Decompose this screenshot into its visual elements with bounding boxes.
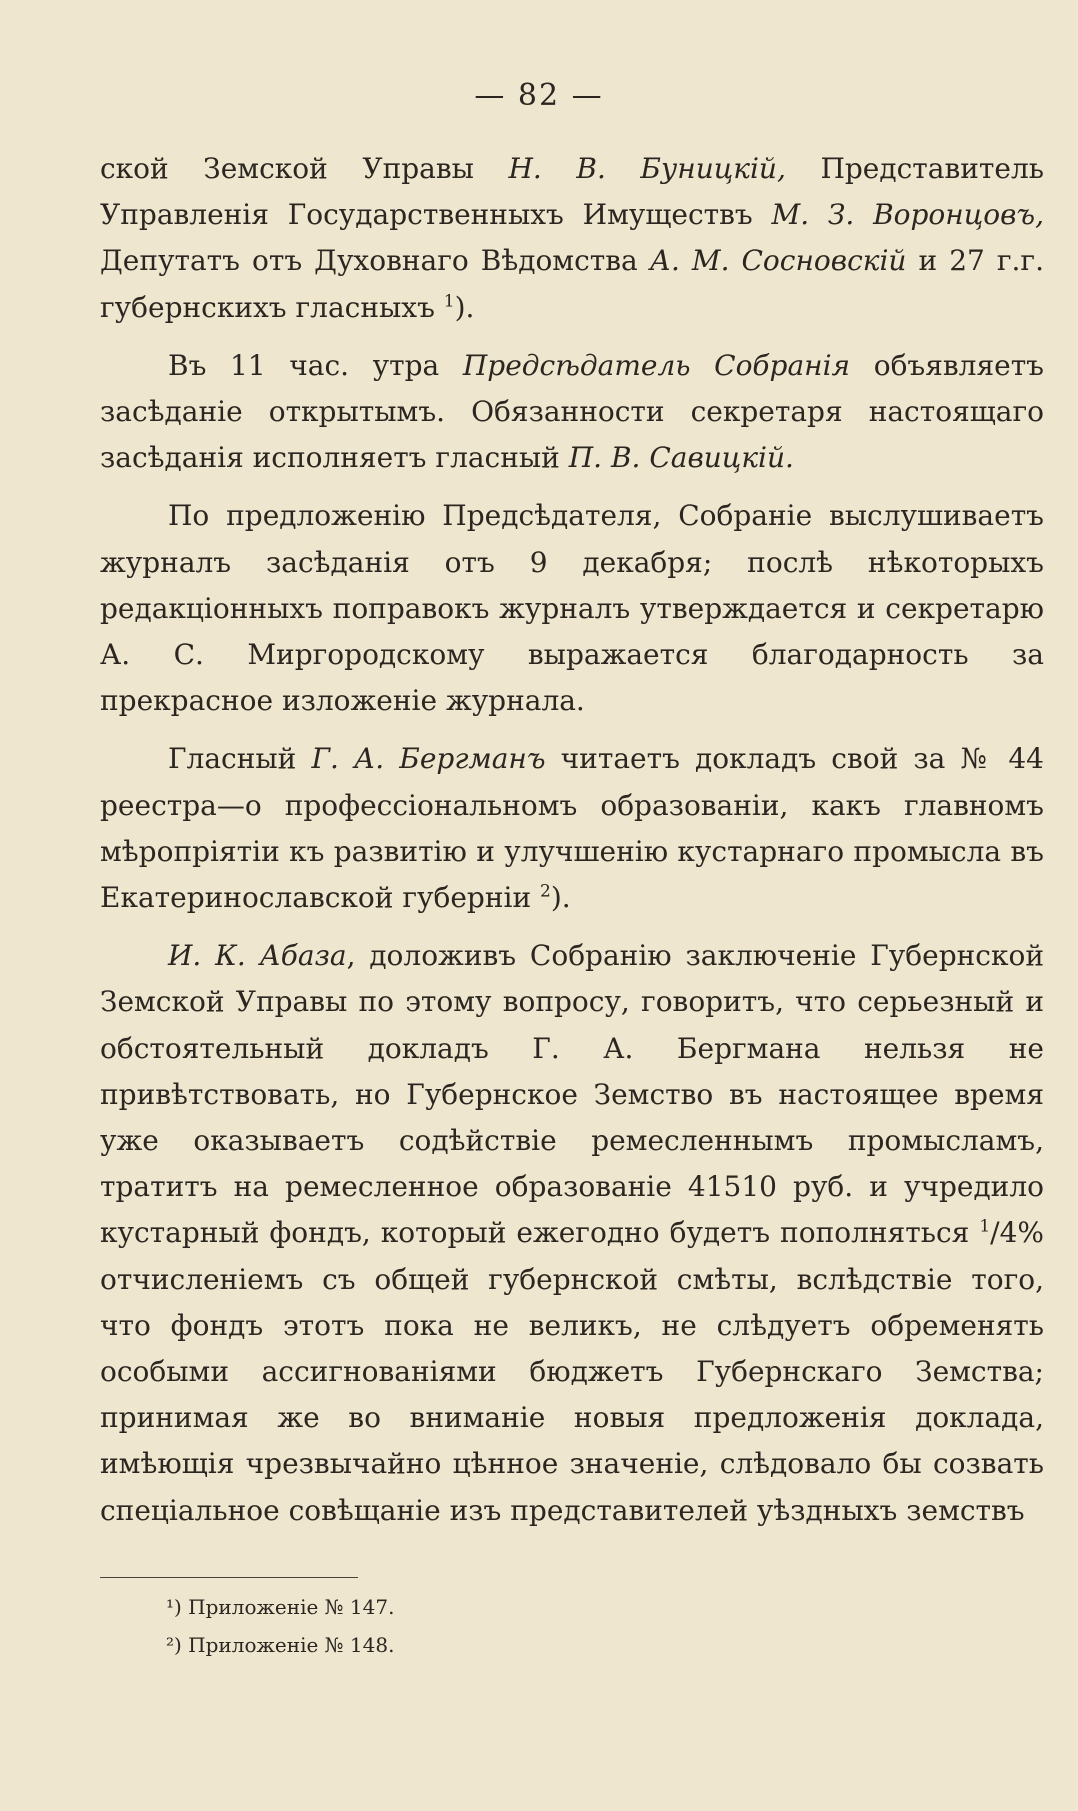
italic-name: М. З. Воронцовъ, bbox=[771, 198, 1044, 232]
text-span: и 27 г.г. губернскихъ гласныхъ bbox=[100, 244, 1044, 324]
text-span: Депутатъ отъ Духовнаго Вѣдомства bbox=[100, 244, 650, 278]
text-span: ). bbox=[550, 881, 571, 915]
footnote-2: ²) Приложеніе № 148. bbox=[166, 1633, 395, 1657]
text-span: , доложивъ Собранію заключеніе Губернской Земской Управы по этому вопросу, говоритъ, что серьезный и обстоятельный докладъ Г. А. Бергмана нельзя не привѣтствовать, но Губернское Земство въ настоящее время уже оказываетъ содѣйствіе ремесленнымъ промысламъ, тратитъ на ремесленное образованіе 41510 руб. и учредило кустарный фондъ, который ежегодно будетъ пополняться bbox=[100, 939, 1044, 1250]
text-span: Представитель Управленія Государственныхъ Имуществъ bbox=[100, 152, 1044, 232]
footnote-divider bbox=[100, 1577, 358, 1578]
paragraph-3 bbox=[100, 493, 1044, 724]
italic-name: И. К. Абаза bbox=[168, 939, 347, 973]
paragraph-5 bbox=[100, 933, 1044, 1534]
footnote-ref: 1 bbox=[443, 291, 455, 312]
paragraph-4 bbox=[100, 736, 1044, 921]
text-span: ). bbox=[454, 290, 475, 324]
body-text bbox=[100, 146, 1044, 1546]
footnote-1: ¹) Приложеніе № 147. bbox=[166, 1595, 395, 1619]
footnote-ref: 1 bbox=[979, 1217, 991, 1238]
text-span: отчисленіемъ съ общей губернской смѣты, вслѣдствіе того, что фондъ этотъ пока не великъ, не слѣдуетъ обременять особыми ассигнованіями бюджетъ Губернскаго Земства; принимая же во вниманіе новыя предложенія доклада, имѣющія чрезвычайно цѣнное значеніе, слѣдовало бы созвать спеціальное совѣщаніе изъ представителей уѣздныхъ земствъ bbox=[100, 1262, 1044, 1527]
italic-name: Предсѣдатель Собранія bbox=[462, 348, 851, 382]
italic-name: А. М. Сосновскій bbox=[649, 244, 907, 278]
text-span: читаетъ докладъ свой за № 44 реестра—о профессіональномъ образованіи, какъ главномъ мѣропріятіи къ развитію и улучшенію кустарнаго промысла въ Екатеринославской губерніи bbox=[100, 742, 1044, 915]
text-span: По предложенію Предсѣдателя, Собраніе выслушиваетъ журналъ засѣданія отъ 9 декабря; послѣ нѣкоторыхъ редакціонныхъ поправокъ журналъ утверждается и секретарю А. С. Миргородскому выражается благодарность за прекрасное изложеніе журнала. bbox=[100, 499, 1044, 718]
page-number: — 82 — bbox=[474, 78, 604, 113]
italic-name: Н. В. Буницкій, bbox=[508, 152, 786, 185]
italic-name: П. В. Савицкій. bbox=[568, 441, 794, 475]
text-span: объявляетъ засѣданіе открытымъ. Обязанности секретаря настоящаго засѣданія исполняетъ гласный bbox=[100, 348, 1044, 475]
footnote-ref: 2 bbox=[540, 881, 551, 902]
footnotes bbox=[166, 1588, 394, 1664]
text-span: Гласный bbox=[168, 742, 312, 776]
text-span: ской Земской Управы bbox=[100, 152, 509, 185]
paragraph-1 bbox=[100, 146, 1044, 331]
paragraph-2 bbox=[100, 343, 1044, 482]
text-span: /4% bbox=[990, 1216, 1044, 1250]
italic-name: Г. А. Бергманъ bbox=[311, 742, 546, 776]
text-span: Въ 11 час. утра bbox=[168, 348, 463, 382]
